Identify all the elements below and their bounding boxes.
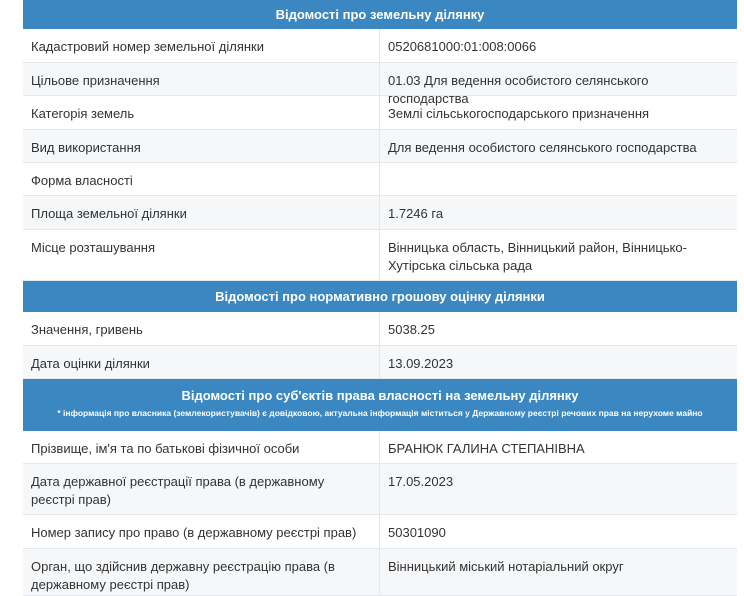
row-label: Значення, гривень: [23, 312, 380, 345]
row-label: Форма власності: [23, 163, 380, 195]
row-value: Землі сільськогосподарського призначення: [388, 106, 650, 121]
valuation-header: [23, 281, 737, 312]
row-value: 50301090: [388, 525, 446, 540]
table-row-registration-authority: [23, 549, 737, 596]
row-label: Дата державної реєстрації права (в державному реєстрі прав): [23, 464, 380, 514]
row-label: Прізвище, ім'я та по батькові фізичної особи: [23, 431, 380, 463]
row-label: Кадастровий номер земельної ділянки: [23, 29, 380, 62]
row-value: [380, 163, 737, 195]
row-value: Вінницька область, Вінницький район, Вінницько-Хутірська сільська рада: [388, 240, 687, 273]
row-value: Вінницький міський нотаріальний округ: [388, 559, 624, 574]
row-value: Для ведення особистого селянського господарства: [388, 140, 697, 155]
table-row-valuation-date: [23, 346, 737, 379]
table-row-land-category: [23, 96, 737, 130]
table-row-valuation-amount: [23, 312, 737, 346]
row-label: Вид використання: [23, 130, 380, 162]
table-row-ownership-form: [23, 163, 737, 196]
land-info-title: Відомості про земельну ділянку: [275, 7, 485, 22]
ownership-header: [23, 379, 737, 431]
row-value: 17.05.2023: [388, 474, 454, 489]
valuation-title: Відомості про нормативно грошову оцінку ділянки: [215, 289, 545, 304]
row-label: Орган, що здійснив державну реєстрацію права (в державному реєстрі прав): [23, 549, 380, 595]
land-info-header: [23, 0, 737, 29]
row-value: 01.03 Для ведення особистого селянського господарства: [388, 73, 649, 106]
row-value: 13.09.2023: [388, 356, 454, 371]
table-row-registration-date: [23, 464, 737, 515]
table-row-area: [23, 196, 737, 230]
table-row-usage-type: [23, 130, 737, 163]
row-label: Дата оцінки ділянки: [23, 346, 380, 378]
land-registry-tables: [23, 0, 737, 596]
table-row-owner-name: [23, 431, 737, 464]
table-row-record-number: [23, 515, 737, 549]
row-label: Цільове призначення: [23, 63, 380, 95]
table-row-location: [23, 230, 737, 281]
table-row-purpose: [23, 63, 737, 106]
row-label: Площа земельної ділянки: [23, 196, 380, 229]
ownership-note: * інформація про власника (землекористувачів) є довідковою, актуальна інформація міститься у Державному реєстрі речових прав на нерухоме майно: [57, 408, 703, 418]
row-value: 5038.25: [388, 322, 435, 337]
row-label: Місце розташування: [23, 230, 380, 280]
row-value: 1.7246 га: [388, 206, 444, 221]
row-label: Номер запису про право (в державному реєстрі прав): [23, 515, 380, 548]
ownership-title: Відомості про суб'єктів права власності на земельну ділянку: [181, 388, 579, 403]
row-label: Категорія земель: [23, 96, 380, 129]
table-row-cadastral-number: [23, 29, 737, 63]
row-value: 0520681000:01:008:0066: [388, 39, 537, 54]
row-value: БРАНЮК ГАЛИНА СТЕПАНІВНА: [388, 441, 585, 456]
